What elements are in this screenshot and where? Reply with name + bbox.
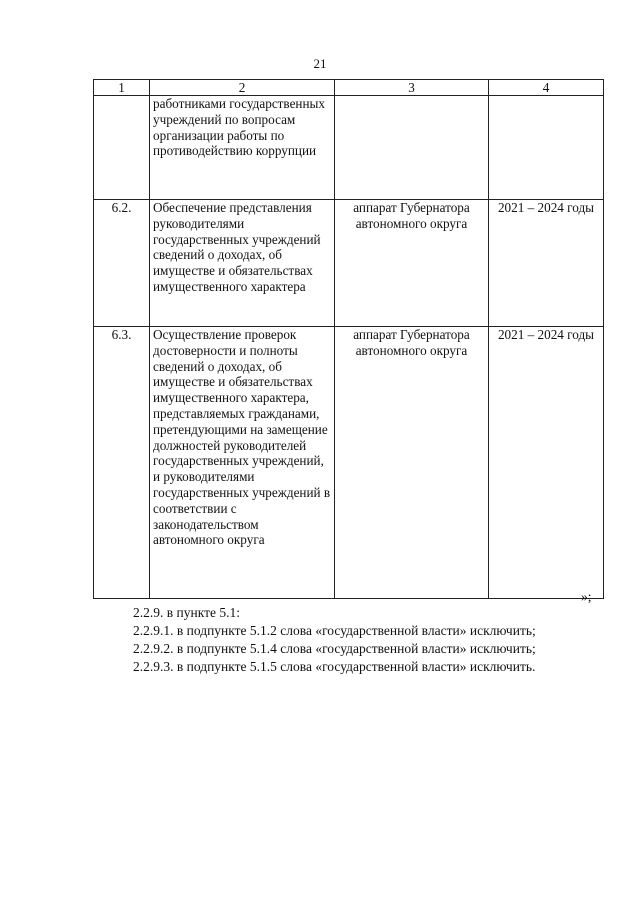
paragraph: 2.2.9.1. в подпункте 5.1.2 слова «государственной власти» исключить;: [133, 623, 536, 638]
page-number: 21: [313, 56, 327, 71]
paragraph: 2.2.9. в пункте 5.1:: [133, 605, 240, 620]
row-executor: аппарат Губернатора автономного округа: [335, 200, 489, 327]
row-text: работниками государственных учреждений по вопросам организации работы по противодействию коррупции: [150, 96, 335, 200]
table-row: [94, 200, 604, 327]
paragraph: 2.2.9.2. в подпункте 5.1.4 слова «государственной власти» исключить;: [133, 641, 536, 656]
table-row: [94, 96, 604, 200]
row-number: 6.3.: [94, 327, 150, 599]
row-text: Обеспечение представления руководителями государственных учреждений сведений о доходах, об имуществе и обязательствах имущественного характера: [150, 200, 335, 327]
paragraph: 2.2.9.3. в подпункте 5.1.5 слова «государственной власти» исключить.: [133, 659, 536, 674]
row-number: 6.2.: [94, 200, 150, 327]
measures-table: [93, 79, 604, 599]
header-cell: 4: [489, 80, 604, 96]
row-period: 2021 – 2024 годы: [489, 327, 604, 599]
table-header-row: [94, 80, 604, 96]
row-executor: аппарат Губернатора автономного округа: [335, 327, 489, 599]
closing-quote: »;: [581, 589, 592, 604]
row-period: 2021 – 2024 годы: [489, 200, 604, 327]
row-executor: [335, 96, 489, 200]
row-period: [489, 96, 604, 200]
table-row: [94, 327, 604, 599]
row-text: Осуществление проверок достоверности и полноты сведений о доходах, об имуществе и обязательствах имущественного характера, представляемых гражданами, претендующими на замещение должностей руководителей государственных учреждений, и руководителями государственных учреждений в соответствии с законодательством автономного округа: [150, 327, 335, 599]
header-cell: 2: [150, 80, 335, 96]
header-cell: 1: [94, 80, 150, 96]
header-cell: 3: [335, 80, 489, 96]
row-number: [94, 96, 150, 200]
